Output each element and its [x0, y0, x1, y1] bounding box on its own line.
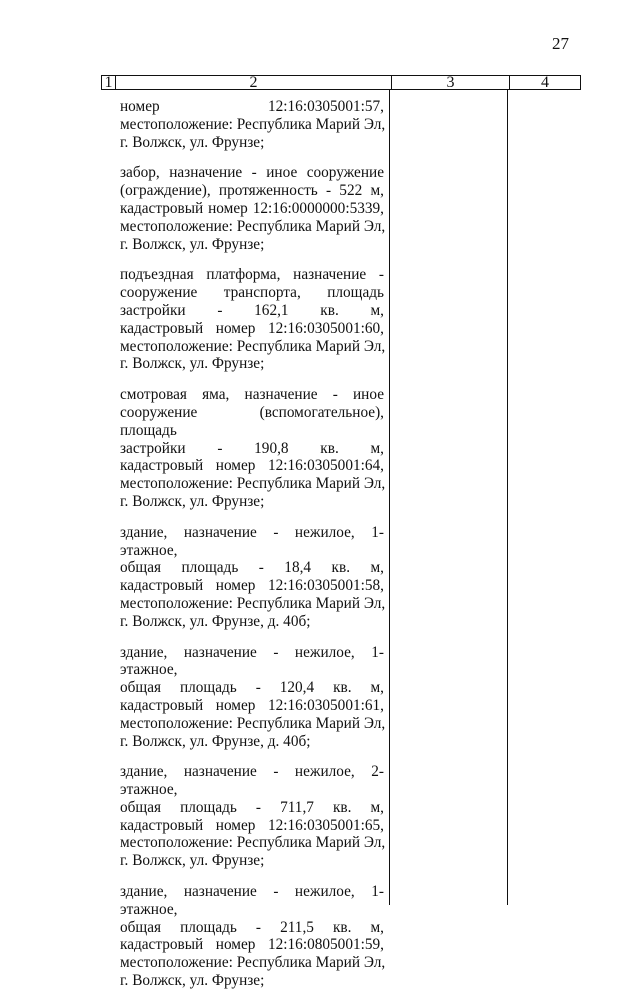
entry-line: г. Волжск, ул. Фрунзе; — [120, 235, 265, 253]
entry-line: сооружение транспорта, площадь — [120, 284, 384, 302]
column-divider — [389, 90, 390, 905]
entry-line: г. Волжск, ул. Фрунзе, д. 40б; — [120, 612, 311, 630]
column-header-3: 3 — [392, 76, 510, 90]
column-header-2: 2 — [116, 76, 392, 90]
entry-line: номер 12:16:0305001:57, — [120, 98, 384, 115]
entry-line: (ограждение), протяженность - 522 м, — [120, 182, 384, 200]
column-divider — [507, 90, 508, 905]
entry-line: кадастровый номер 12:16:0305001:61, — [120, 696, 384, 714]
property-entry — [120, 883, 384, 990]
entry-line: здание, назначение - нежилое, 1-этажное, — [120, 523, 384, 559]
property-entry — [120, 266, 384, 373]
entry-line: г. Волжск, ул. Фрунзе; — [120, 133, 265, 151]
property-entry — [120, 164, 384, 253]
entry-line: кадастровый номер 12:16:0305001:60, — [120, 319, 384, 337]
entry-line: забор, назначение - иное сооружение — [120, 164, 384, 182]
entry-line: смотровая яма, назначение - иное — [120, 386, 384, 404]
property-entry — [120, 763, 384, 870]
entry-line: кадастровый номер 12:16:0805001:59, — [120, 936, 384, 954]
entry-line: г. Волжск, ул. Фрунзе; — [120, 972, 265, 990]
entry-line: кадастровый номер 12:16:0305001:58, — [120, 577, 384, 595]
table-header — [101, 75, 581, 90]
property-entry — [120, 98, 384, 151]
entry-line: застройки - 162,1 кв. м, — [120, 301, 384, 319]
entry-line: местоположение: Республика Марий Эл, — [120, 714, 386, 732]
property-list — [120, 98, 384, 1003]
page-number: 27 — [552, 34, 569, 53]
entry-line: местоположение: Республика Марий Эл, — [120, 475, 386, 493]
entry-line: общая площадь - 211,5 кв. м, — [120, 918, 384, 936]
table-header-row — [102, 76, 581, 90]
entry-line: местоположение: Республика Марий Эл, — [120, 115, 386, 133]
entry-line: здание, назначение - нежилое, 1-этажное, — [120, 643, 384, 679]
entry-line: г. Волжск, ул. Фрунзе; — [120, 355, 265, 373]
property-entry — [120, 524, 384, 631]
entry-line: кадастровый номер 12:16:0305001:65, — [120, 816, 384, 834]
entry-line: общая площадь - 711,7 кв. м, — [120, 798, 384, 816]
entry-line: сооружение (вспомогательное), площадь — [120, 403, 384, 439]
entry-line: местоположение: Республика Марий Эл, — [120, 834, 386, 852]
entry-line: г. Волжск, ул. Фрунзе; — [120, 492, 265, 510]
entry-line: местоположение: Республика Марий Эл, — [120, 217, 386, 235]
entry-line: здание, назначение - нежилое, 2-этажное, — [120, 763, 384, 799]
column-header-1: 1 — [102, 76, 116, 90]
column-header-4: 4 — [510, 76, 581, 90]
entry-line: подъездная платформа, назначение - — [120, 266, 384, 284]
entry-line: местоположение: Республика Марий Эл, — [120, 337, 386, 355]
property-entry — [120, 386, 384, 511]
entry-line: местоположение: Республика Марий Эл, — [120, 954, 386, 972]
entry-line: кадастровый номер 12:16:0305001:64, — [120, 457, 384, 475]
entry-line: кадастровый номер 12:16:0000000:5339, — [120, 199, 384, 217]
entry-line: общая площадь - 18,4 кв. м, — [120, 559, 384, 577]
entry-line: здание, назначение - нежилое, 1-этажное, — [120, 883, 384, 918]
property-entry — [120, 644, 384, 751]
entry-line: общая площадь - 120,4 кв. м, — [120, 679, 384, 697]
entry-line: застройки - 190,8 кв. м, — [120, 439, 384, 457]
entry-line: местоположение: Республика Марий Эл, — [120, 594, 386, 612]
entry-line: г. Волжск, ул. Фрунзе, д. 40б; — [120, 732, 311, 750]
entry-line: г. Волжск, ул. Фрунзе; — [120, 852, 265, 870]
